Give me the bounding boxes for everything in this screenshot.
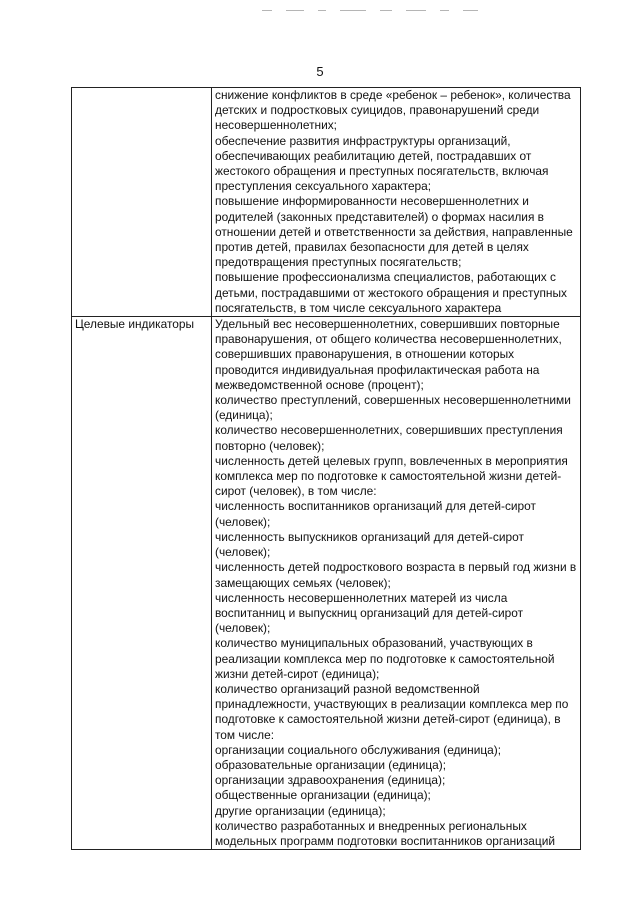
- row-content: [212, 88, 581, 317]
- text-line: численность несовершеннолетних матерей из числа: [215, 590, 508, 605]
- text-line: количество несовершеннолетних, совершивших преступления: [215, 423, 563, 438]
- text-line: организации социального обслуживания (единица);: [215, 742, 502, 757]
- table-row-objectives-continued: [72, 88, 581, 317]
- text-line: том числе:: [215, 727, 275, 742]
- text-line: другие организации (единица);: [215, 803, 386, 818]
- text-line: жизни детей-сирот (единица);: [215, 666, 380, 681]
- scan-artifact-marks: [262, 10, 492, 14]
- text-line: обеспечивающих реабилитацию детей, пострадавших от: [215, 148, 532, 163]
- text-line: (человек);: [215, 545, 271, 560]
- text-line: проводится индивидуальная профилактическая работа на: [215, 362, 540, 377]
- text-line: количество организаций разной ведомственной: [215, 681, 480, 696]
- text-line: количество муниципальных образований, участвующих в: [215, 636, 533, 651]
- text-line: количество разработанных и внедренных региональных: [215, 818, 527, 833]
- text-line: (единица);: [215, 408, 273, 423]
- text-line: повышение информированности несовершеннолетних и: [215, 194, 529, 209]
- page-number: 5: [316, 64, 324, 79]
- text-line: принадлежности, участвующих в реализации комплекса мер по: [215, 697, 569, 712]
- row-label: [72, 88, 212, 317]
- text-line: против детей, правилах безопасности для детей в целях: [215, 240, 529, 255]
- text-line: детских и подростковых суицидов, правонарушений среди: [215, 103, 540, 118]
- text-line: снижение конфликтов в среде «ребенок – ребенок», количества: [215, 88, 571, 102]
- text-line: реализации комплекса мер по подготовке к самостоятельной: [215, 651, 555, 666]
- text-line: численность воспитанников организаций для детей-сирот: [215, 499, 536, 514]
- text-line: сирот (человек), в том числе:: [215, 484, 377, 499]
- text-line: преступления сексуального характера;: [215, 179, 432, 194]
- text-line: (человек);: [215, 514, 271, 529]
- text-line: отношении детей и ответственности за действия, направленные: [215, 224, 573, 239]
- text-line: подготовке к самостоятельной жизни детей-сирот (единица), в: [215, 712, 561, 727]
- text-line: численность детей целевых групп, вовлеченных в мероприятия: [215, 453, 568, 468]
- text-line: посягательств, в том числе сексуального характера: [215, 300, 502, 315]
- text-line: детьми, пострадавшими от жестокого обращения и преступных: [215, 285, 567, 300]
- text-line: жестокого обращения и преступных посягательств, включая: [215, 164, 549, 179]
- text-line: образовательные организации (единица);: [215, 757, 447, 772]
- text-line: численность выпускников организаций для детей-сирот: [215, 529, 524, 544]
- text-line: межведомственной основе (процент);: [215, 377, 424, 392]
- text-line: родителей (законных представителей) о формах насилия в: [215, 209, 545, 224]
- row-label: Целевые индикаторы: [72, 317, 212, 850]
- program-passport-table: [71, 87, 581, 850]
- text-line: воспитанниц и выпускниц организаций для детей-сирот: [215, 605, 524, 620]
- text-line: модельных программ подготовки воспитанников организаций: [215, 833, 555, 848]
- text-line: Удельный вес несовершеннолетних, совершивших повторные: [215, 317, 560, 332]
- text-line: замещающих семьях (человек);: [215, 575, 391, 590]
- text-line: правонарушения, от общего количества несовершеннолетних,: [215, 332, 562, 347]
- text-line: повторно (человек);: [215, 438, 325, 453]
- text-line: несовершеннолетних;: [215, 118, 337, 133]
- text-line: совершивших правонарушения, в отношении которых: [215, 347, 515, 362]
- text-line: количество преступлений, совершенных несовершеннолетними: [215, 393, 571, 408]
- text-line: комплекса мер по подготовке к самостоятельной жизни детей-: [215, 469, 562, 484]
- row-content: [212, 317, 581, 850]
- text-line: общественные организации (единица);: [215, 788, 431, 803]
- text-line: организации здравоохранения (единица);: [215, 773, 446, 788]
- text-line: численность детей подросткового возраста в первый год жизни в: [215, 560, 577, 575]
- text-line: предотвращения преступных посягательств;: [215, 255, 462, 270]
- text-line: (человек);: [215, 621, 271, 636]
- text-line: обеспечение развития инфраструктуры организаций,: [215, 133, 511, 148]
- table-row-target-indicators: [72, 317, 581, 850]
- text-line: повышение профессионализма специалистов, работающих с: [215, 270, 556, 285]
